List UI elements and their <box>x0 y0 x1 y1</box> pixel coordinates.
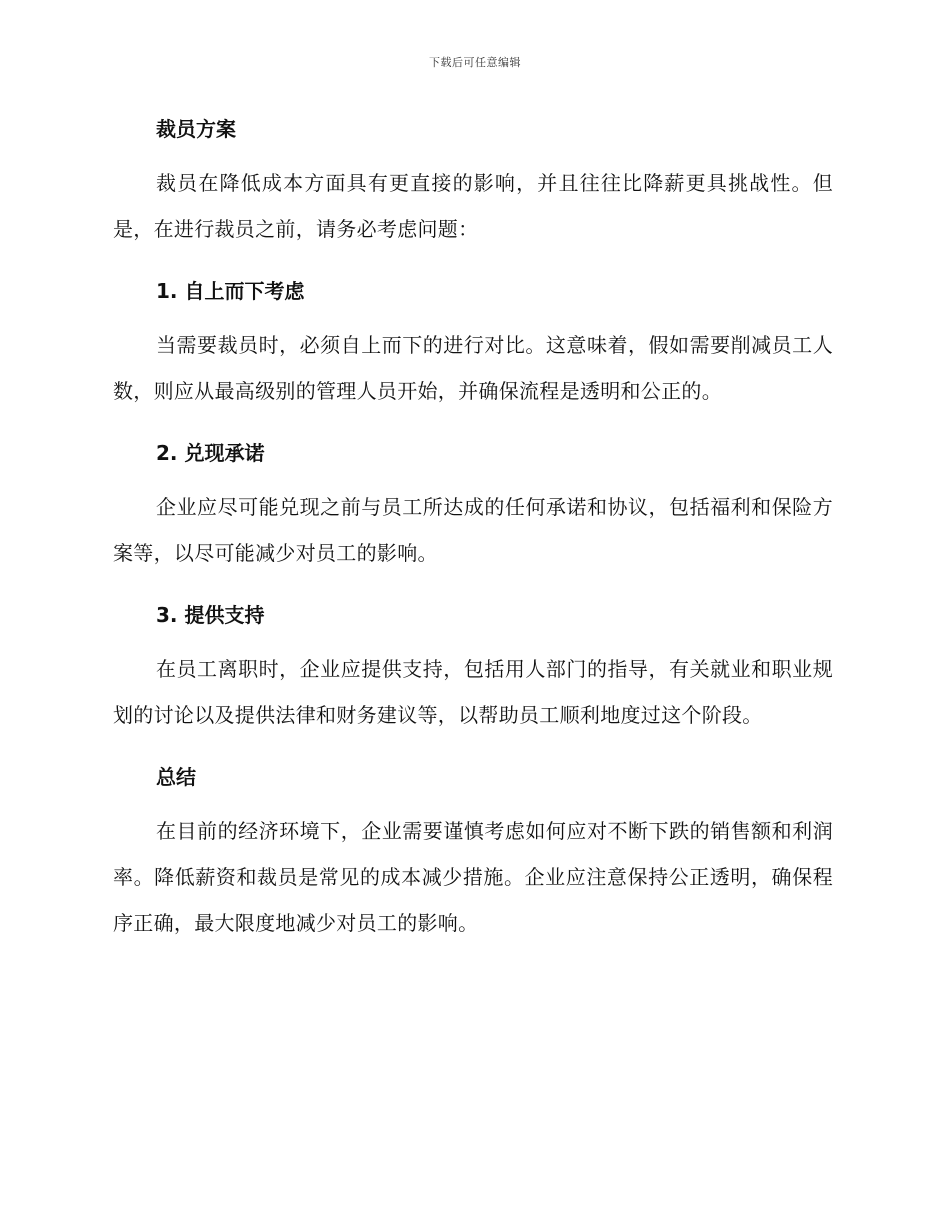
header-note: 下载后可任意编辑 <box>429 56 521 69</box>
section-paragraph: 裁员在降低成本方面具有更直接的影响，并且往往比降薪更具挑战性。但是，在进行裁员之前，请务必考虑问题： <box>113 171 833 241</box>
section-heading: 1. 自上而下考虑 <box>156 279 305 303</box>
section-heading: 总结 <box>156 765 196 789</box>
section-paragraph: 在目前的经济环境下，企业需要谨慎考虑如何应对不断下跌的销售额和利润率。降低薪资和裁员是常见的成本减少措施。企业应注意保持公正透明，确保程序正确，最大限度地减少对员工的影响。 <box>113 819 833 935</box>
section-heading: 裁员方案 <box>156 117 236 141</box>
section-paragraph: 企业应尽可能兑现之前与员工所达成的任何承诺和协议，包括福利和保险方案等，以尽可能减少对员工的影响。 <box>113 495 833 565</box>
section-provide-support <box>113 598 833 738</box>
section-summary <box>113 760 833 946</box>
section-heading: 3. 提供支持 <box>156 603 265 627</box>
section-keep-promises <box>113 436 833 576</box>
section-layoff-plan <box>113 112 833 252</box>
section-paragraph: 在员工离职时，企业应提供支持，包括用人部门的指导，有关就业和职业规划的讨论以及提供法律和财务建议等，以帮助员工顺利地度过这个阶段。 <box>113 657 833 727</box>
document-body <box>113 112 833 946</box>
section-paragraph: 当需要裁员时，必须自上而下的进行对比。这意味着，假如需要削减员工人数，则应从最高级别的管理人员开始，并确保流程是透明和公正的。 <box>113 333 833 403</box>
section-heading: 2. 兑现承诺 <box>156 441 265 465</box>
section-top-down <box>113 274 833 414</box>
